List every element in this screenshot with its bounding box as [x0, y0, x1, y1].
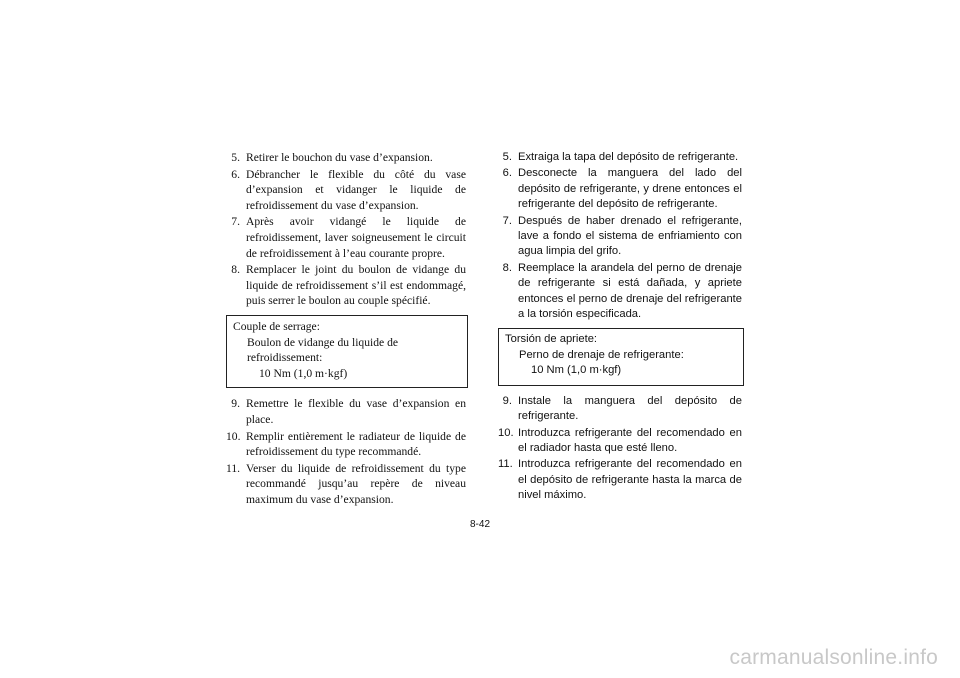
step-number: 9.: [502, 394, 512, 407]
step-number: 5.: [502, 151, 512, 163]
step-number: 11.: [498, 458, 513, 471]
watermark: carmanualsonline.info: [729, 646, 938, 669]
list-item: [226, 150, 466, 166]
list-item: [226, 396, 466, 427]
step-text: Débrancher le flexible du côté du vase d’expansion et vidanger le liquide de refroidissement du vase d’expansion.: [246, 167, 466, 212]
step-number: 9.: [231, 397, 240, 411]
step-text: Remplir entièrement le radiateur de liquide de refroidissement du type recommandé.: [246, 429, 466, 459]
step-text: Reemplace la arandela del perno de drenaje de refrigerante si está dañada, y apriete entonces el perno de drenaje del refrigerante a la torsión especificada.: [518, 261, 742, 321]
french-steps-a: [226, 150, 466, 309]
list-item: [498, 426, 742, 457]
step-text: Retirer le bouchon du vase d’expansion.: [246, 151, 433, 164]
list-item: [226, 167, 466, 214]
list-item: [498, 261, 742, 323]
spanish-steps-a: [498, 150, 742, 322]
torque-item: Perno de drenaje de refrigerante:: [519, 348, 684, 361]
french-steps-b: [226, 396, 466, 507]
list-item: [226, 429, 466, 460]
list-item: [226, 262, 466, 309]
list-item: [498, 394, 742, 425]
step-text: Après avoir vidangé le liquide de refroidissement, laver soigneusement le circuit de refroidissement à l’eau courante propre.: [246, 215, 466, 260]
page-number: 8-42: [470, 519, 491, 530]
step-text: Extraiga la tapa del depósito de refrigerante.: [518, 151, 739, 163]
list-item: [226, 214, 466, 261]
list-item: [226, 461, 466, 508]
torque-spec-box: [226, 315, 468, 388]
step-text: Verser du liquide de refroidissement du type recommandé jusqu’au repère de niveau maximum du vase d’expansion.: [246, 461, 466, 506]
step-number: 6.: [231, 167, 240, 181]
french-column: [226, 150, 466, 508]
torque-spec-box: [498, 328, 744, 385]
list-item: [498, 150, 742, 165]
torque-title: Torsión de apriete:: [505, 333, 598, 346]
step-number: 6.: [502, 167, 512, 180]
step-number: 8.: [231, 263, 240, 277]
step-text: Después de haber drenado el refrigerante, lave a fondo el sistema de enfriamiento con agua limpia del grifo.: [518, 214, 742, 258]
list-item: [498, 457, 742, 503]
step-number: 5.: [231, 151, 240, 164]
torque-item: Boulon de vidange du liquide de refroidissement:: [247, 335, 399, 365]
step-text: Remplacer le joint du boulon de vidange du liquide de refroidissement s’il est endommagé, puis serrer le boulon au couple spécifié.: [246, 263, 466, 308]
spanish-column: [498, 150, 742, 505]
step-number: 7.: [231, 215, 240, 229]
step-number: 10.: [498, 426, 514, 439]
step-text: Introduzca refrigerante del recomendado en el radiador hasta que esté lleno.: [518, 426, 742, 454]
step-number: 7.: [502, 214, 512, 227]
step-number: 8.: [502, 261, 512, 274]
torque-title: Couple de serrage:: [233, 319, 320, 333]
list-item: [498, 214, 742, 260]
step-text: Introduzca refrigerante del recomendado en el depósito de refrigerante hasta la marca de nivel máximo.: [518, 458, 742, 502]
torque-value: 10 Nm (1,0 m·kgf): [259, 366, 348, 380]
torque-value: 10 Nm (1,0 m·kgf): [531, 364, 622, 377]
step-text: Desconecte la manguera del lado del depósito de refrigerante, y drene entonces el refrigerante del depósito de refrigerante.: [518, 167, 742, 211]
list-item: [498, 166, 742, 212]
step-text: Remettre le flexible du vase d’expansion en place.: [246, 397, 466, 426]
step-text: Instale la manguera del depósito de refrigerante.: [518, 394, 742, 423]
step-number: 11.: [226, 461, 241, 475]
spanish-steps-b: [498, 394, 742, 504]
step-number: 10.: [226, 429, 241, 443]
